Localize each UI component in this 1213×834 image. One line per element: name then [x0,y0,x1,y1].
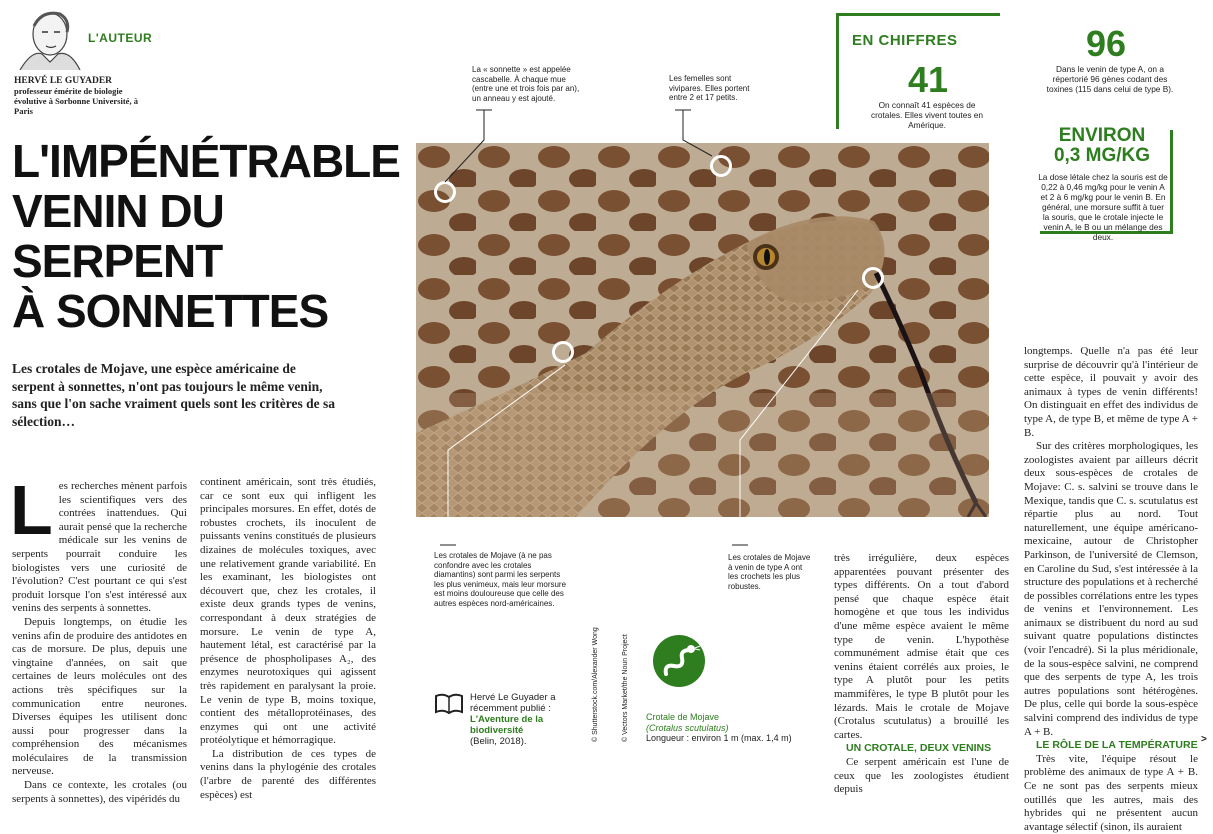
book-intro: Hervé Le Guyader a récemment publié : [470,692,556,714]
col3-paragraph-2: Ce serpent américain est l'une de ceux que les zoologistes étudient depuis [834,755,1009,796]
col2-paragraph-1: continent américain, sont très étudiés, car ce sont eux qui infligent les principales morsures. En effet, dotés de robustes crochets, ils inoculent de puissants venins constitués de plusieurs dizaines de molécules toxiques, avec une relativement grande variabilité. En les examinant, les biologistes ont découvert que, chez les crotales, il existe deux grands types de venins, correspondant à deux stratégies de morsure. Le venin de type A, hautement létal, est caractérisé par la présence de phospholipases A₂, des enzymes neurotoxiques qui agissent très rapidement en paralysant la proie. Le venin de type B, moins toxique, contient des métalloprotéinases, des enzymes qui ont une activité protéolytique et hémorragique. [200,476,376,747]
title-line-1: L'IMPÉNÉTRABLE [12,135,400,187]
callout-type-a: Les crotales de Mojave à venin de type A ont les crochets les plus robustes. [728,553,811,591]
photo-credit: © Shutterstock.com/Alexander Wong [592,627,599,742]
figure-96-text: Dans le venin de type A, on a répertorié 96 gènes codant des toxines (115 dans celui de type B). [1046,64,1174,94]
figure-dose [1040,126,1164,166]
icon-credit: © Vectors Market/the Noun Project [622,634,629,742]
figure-41-text: On connaît 41 espèces de crotales. Elles vivent toutes en Amérique. [870,100,984,130]
column-3 [834,552,1009,797]
col1-paragraph-2: Depuis longtemps, on étudie les venins afin de produire des antidotes en cas de morsure. De plus, depuis une vingtaine d'années, on sait que certaines de leurs molécules ont des actions très spécifiques sur la communication entre neurones. Diverses équipes les utilisent donc aussi pour progresser dans la compréhension des mécanismes moléculaires de la transmission nerveuse. [12,615,187,778]
species-latin: (Crotalus scutulatus) [646,722,729,733]
chiffres-border-left [836,13,839,129]
species-block [646,712,806,744]
dropcap: L [10,471,53,549]
callout-confondre: Les crotales de Mojave (à ne pas confondre avec les crotales diamantins) sont parmi les serpents les plus venimeux, mais leur morsure est moins douloureuse que celle des autres espèces nord-américaines. [434,551,567,608]
column-2 [200,476,376,802]
book-block [470,692,590,747]
book-title: L'Aventure de la biodiversité [470,714,544,736]
chiffres-border-right [1170,130,1173,234]
callout-sonnette: La « sonnette » est appelée cascabelle. À chaque mue (entre une et trois fois par an), un anneau y est ajouté. [472,65,580,103]
title-line-2: VENIN DU [12,185,224,237]
author-name: HERVÉ LE GUYADER [14,76,113,86]
column-1 [10,471,187,806]
snake-icon [652,634,706,688]
figure-dose-text: La dose létale chez la souris est de 0,22 à 0,46 mg/kg pour le venin A et 2 à 6 mg/kg pour le venin B. En général, une morsure suffit à tuer la souris, que le crotale injecte le venin A, le B ou un mélange des deux. [1038,172,1168,242]
chiffres-border-top [836,13,1000,16]
figure-96: 96 [1086,23,1127,64]
lede: Les crotales de Mojave, une espèce américaine de serpent à sonnettes, n'ont pas toujours le même venin, sans que l'on sache vraiment quels sont les critères de sa sélection… [12,361,335,429]
col4-subheading: LE RÔLE DE LA TEMPÉRATURE [1036,739,1198,752]
chiffres-heading: EN CHIFFRES [852,32,958,49]
figure-41: 41 [908,59,949,100]
col4-paragraph-2: Sur des critères morphologiques, les zoologistes avaient par ailleurs décrit deux sous-espèces de crotales de Mojave: C. s. salvini se trouve dans le Mexique, tandis que C. s. scutulatus est répartie plus au nord. Tout naturellement, une équipe américano-mexicaine, autour de Christopher Parkinson, de l'université de Clemson, en Caroline du Sud, s'est intéressée à la structure des populations et à recherché de possibles corrélations entre les types de venins et l'environnement. Les animaux se distribuent du nord au sud suivant quatre populations distinctes (voir l'encadré). Si la plus méridionale, de la sous-espèce salvini, ne comprend que des serpents de type A, les trois autres populations sont hétérogènes. De plus, celle qui borde la sous-espèce salvini comprend des individus de type A + B. [1024,440,1198,738]
author-tag: L'AUTEUR [88,31,153,45]
column-4 [1024,345,1198,834]
title-line-3: SERPENT [12,235,223,287]
species-name: Crotale de Mojave [646,712,720,722]
species-length: Longueur : environ 1 m (max. 1,4 m) [646,733,792,743]
author-description: professeur émérite de biologie évolutive à Sorbonne Université, à Paris [14,86,138,116]
callout-femelles: Les femelles sont vivipares. Elles portent entre 2 et 17 petits. [669,74,750,102]
author-portrait [12,4,82,70]
article-title [12,136,412,336]
col2-paragraph-2: La distribution de ces types de venins dans la phylogénie des crotales (l'arbre de parenté des différentes espèces) est [200,747,376,801]
book-icon [434,692,464,716]
next-page-arrow: > [1201,734,1207,745]
title-line-4: À SONNETTES [12,285,329,337]
col4-paragraph-1: longtemps. Quelle n'a pas été leur surprise de découvrir qu'à l'intérieur de cette espèce, il pouvait y avoir des animaux à types de venin différents! On distinguait en effet des individus de type A, de type B, et même de type A + B. [1024,345,1198,439]
col4-paragraph-3: Très vite, l'équipe résout le problème des animaux de type A + B. Ce ne sont pas des serpents mieux outillés que les autres, mais des hybrides qui ne présentent aucun avantage sélectif (sinon, ils auraient [1024,752,1198,833]
figure-dose-line-2: 0,3 MG/KG [1053,145,1151,166]
book-publisher: (Belin, 2018). [470,736,527,747]
col3-paragraph-1: très irrégulière, deux espèces apparentées pouvant présenter des types différents. On a tout d'abord pensé que chaque espèce était homogène et que tous les individus d'une même espèce avaient le même type de venin. L'hypothèse communément admise était que ces venins étaient corrélés aux proies, le type A plutôt pour les petits mammifères, le type B plutôt pour les lézards. Mais le crotale de Mojave (Crotalus scutulatus) a brouillé les cartes. [834,552,1009,741]
callout-lines [400,100,920,570]
col3-subheading: UN CROTALE, DEUX VENINS [846,742,992,755]
col1-paragraph-3: Dans ce contexte, les crotales (ou serpents à sonnettes), des vipéridés du [12,779,187,805]
col1-paragraph-1: es recherches mènent parfois les scientifiques vers des contrées inattendues. Qui aurait pensé que la recherche médicale sur les venins de serpents pourrait conduire les biologistes vers une curiosité de l'évolution? C'est pourtant ce qui s'est produit lorsque l'on s'est intéressé aux venins des serpents à sonnettes. [12,480,187,615]
figure-dose-line-1: ENVIRON [1058,125,1146,146]
